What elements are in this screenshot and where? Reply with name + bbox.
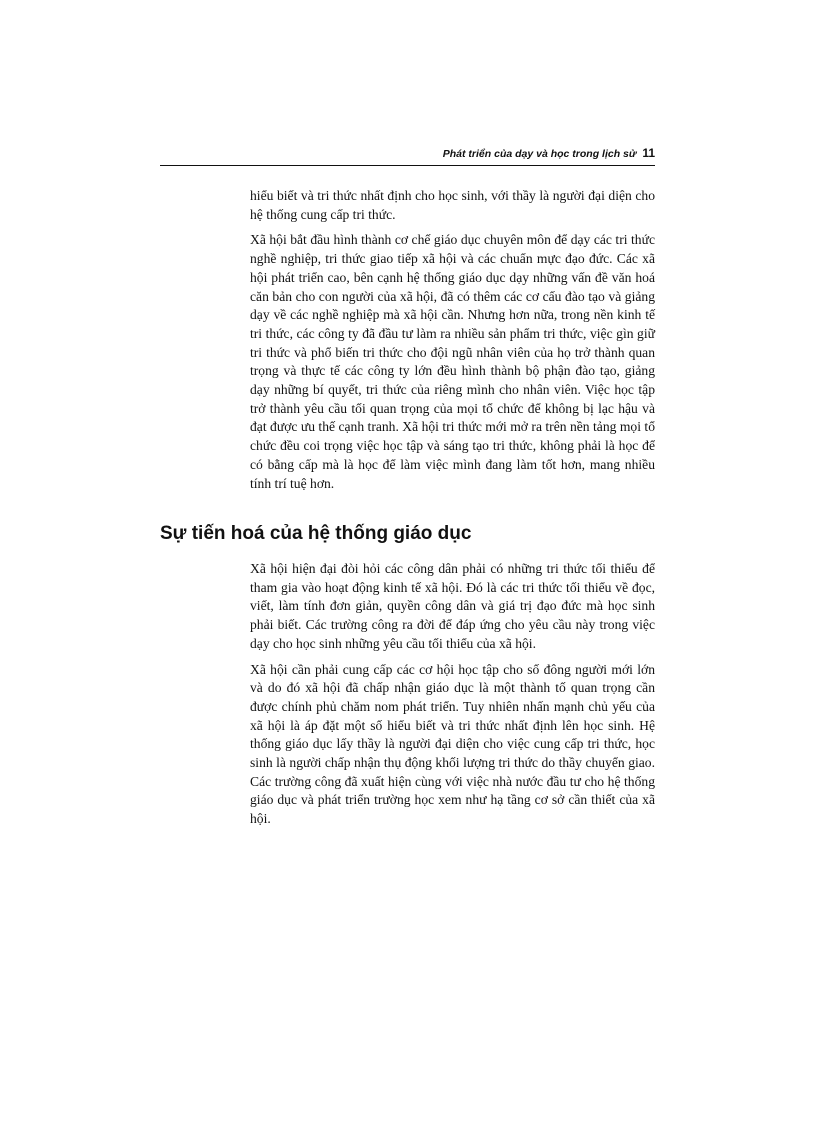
paragraph: Xã hội bắt đầu hình thành cơ chế giáo dục chuyên môn để dạy các tri thức nghề nghiệp, tri thức giao tiếp xã hội và các chuẩn mực đạo đức. Các xã hội phát triển cao, bên cạnh hệ thống giáo dục dạy những vấn đề văn hoá căn bản cho con người của xã hội, đã có thêm các cơ cấu đào tạo và giảng dạy về các nghề nghiệp mà xã hội cần. Nhưng hơn nữa, trong nền kinh tế tri thức, các công ty đã đầu tư làm ra nhiều sản phẩm tri thức, việc gìn giữ tri thức và phổ biến tri thức cho đội ngũ nhân viên của họ trở thành quan trọng và thực tế các công ty lớn đều hình thành bộ phận đào tạo, giảng dạy những bí quyết, tri thức của riêng mình cho nhân viên. Việc học tập trở thành yêu cầu tối quan trọng của mọi tổ chức để không bị lạc hậu và đạt được ưu thế cạnh tranh. Xã hội tri thức mới mở ra trên nền tảng mọi tổ chức đều coi trọng việc học tập và sáng tạo tri thức, không phải là học để có bằng cấp mà là học để làm việc mình đang làm tốt hơn, mang nhiều tính trí tuệ hơn. bbox=[250, 232, 655, 491]
section-2-body bbox=[250, 560, 655, 836]
section-1-body bbox=[250, 187, 655, 500]
section-heading: Sự tiến hoá của hệ thống giáo dục bbox=[160, 523, 472, 544]
paragraph: Xã hội cần phải cung cấp các cơ hội học tập cho số đông người mới lớn và do đó xã hội đã chấp nhận giáo dục là một thành tố quan trọng cần được chính phủ chăm nom phát triển. Tuy nhiên nhấn mạnh chủ yếu của xã hội là áp đặt một số hiểu biết và tri thức nhất định lên học sinh. Hệ thống giáo dục lấy thầy là người đại diện cho việc cung cấp tri thức, học sinh là người chấp nhận thụ động khối lượng tri thức do thầy chuyển giao. Các trường công đã xuất hiện cùng với việc nhà nước đầu tư cho hệ thống giáo dục và phát triển trường học xem như hạ tầng cơ sở cần thiết của xã hội. bbox=[250, 661, 655, 827]
running-title: Phát triển của dạy và học trong lịch sử bbox=[442, 148, 637, 160]
running-header bbox=[160, 145, 655, 166]
page-number: 11 bbox=[642, 146, 655, 160]
paragraph: hiểu biết và tri thức nhất định cho học sinh, với thầy là người đại diện cho hệ thống cung cấp tri thức. bbox=[250, 188, 655, 222]
paragraph: Xã hội hiện đại đòi hỏi các công dân phải có những tri thức tối thiểu để tham gia vào hoạt động kinh tế xã hội. Đó là các tri thức tối thiểu về đọc, viết, làm tính đơn giản, quyền công dân và giá trị đạo đức mà học sinh phải biết. Các trường công ra đời để đáp ứng cho yêu cầu này trong việc dạy cho học sinh những yêu cầu tối thiểu của xã hội. bbox=[250, 561, 655, 651]
